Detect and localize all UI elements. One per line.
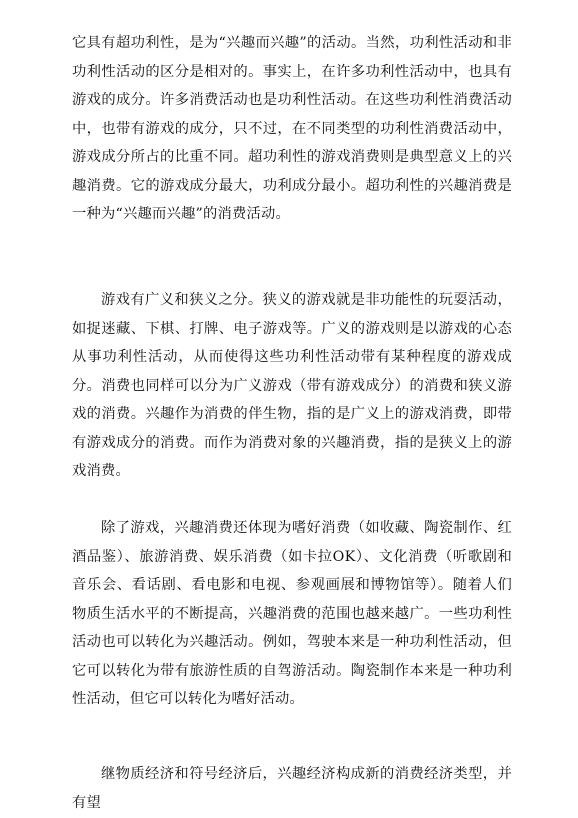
paragraph-4: 继物质经济和符号经济后，兴趣经济构成新的消费经济类型，并有望 (72, 766, 512, 811)
paragraph-1: 它具有超功利性，是为“兴趣而兴趣”的活动。当然，功利性活动和非功利性活动的区分是相对的。事实上，在许多功利性活动中，也具有游戏的成分。许多消费活动也是功利性活动。在这些功利性消费活动中，也带有游戏的成分，只不过，在不同类型的功利性消费活动中，游戏成分所占的比重不同。超功利性的游戏消费则是典型意义上的兴趣消费。它的游戏成分最大，功利成分最小。超功利性的兴趣消费是一种为“兴趣而兴趣”的消费活动。 (72, 35, 512, 222)
paragraph-2: 游戏有广义和狭义之分。狭义的游戏就是非功能性的玩耍活动，如捉迷藏、下棋、打牌、电子游戏等。广义的游戏则是以游戏的心态从事功利性活动，从而使得这些功利性活动带有某种程度的游戏成分。消费也同样可以分为广义游戏（带有游戏成分）的消费和狭义游戏的消费。兴趣作为消费的伴生物，指的是广义上的游戏消费，即带有游戏成分的消费。而作为消费对象的兴趣消费，指的是狭义上的游戏消费。 (72, 292, 512, 479)
paragraph-3: 除了游戏，兴趣消费还体现为嗜好消费（如收藏、陶瓷制作、红酒品鉴）、旅游消费、娱乐消费（如卡拉OK）、文化消费（听歌剧和音乐会、看话剧、看电影和电视、参观画展和博物馆等）。随着人们物质生活水平的不断提高，兴趣消费的范围也越来越广。一些功利性活动也可以转化为兴趣活动。例如，驾驶本来是一种功利性活动，但它可以转化为带有旅游性质的自驾游活动。陶瓷制作本来是一种功利性活动，但它可以转化为嗜好活动。 (72, 520, 512, 707)
